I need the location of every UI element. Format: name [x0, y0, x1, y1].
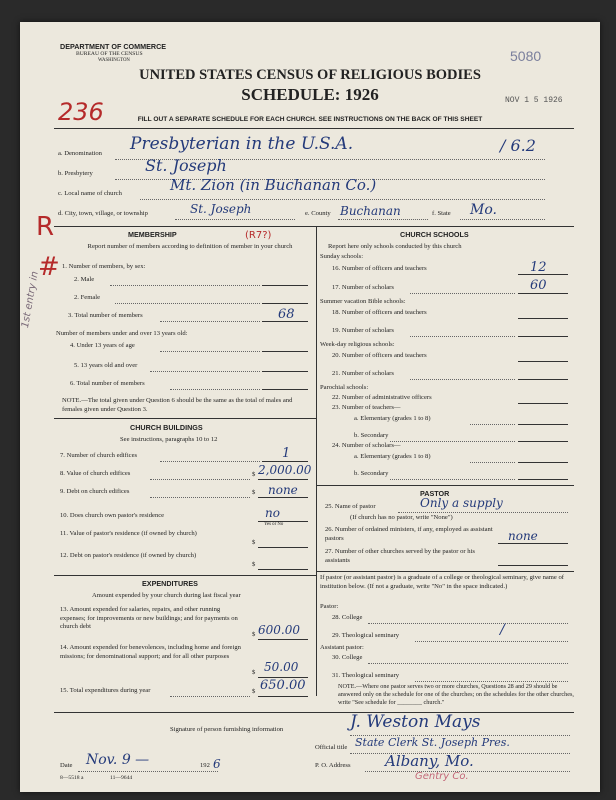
q30-label: 30. College: [332, 654, 363, 661]
margin-red-hash: #: [38, 252, 60, 282]
answer-line: [518, 441, 568, 442]
q16-value: 12: [530, 260, 547, 275]
po-extra: Gentry Co.: [415, 771, 469, 782]
presbytery-value: St. Joseph: [145, 156, 227, 175]
line: [170, 389, 260, 390]
q23b-label: b. Secondary: [354, 432, 389, 439]
denomination-code: / 6.2: [500, 136, 536, 155]
q2b-label: 2. Female: [74, 294, 101, 301]
q25-note: (If church has no pastor, write "None"): [350, 514, 453, 521]
dollar-sign: $: [252, 489, 256, 496]
church-name-label: c. Local name of church: [58, 190, 122, 197]
county-label: e. County: [305, 210, 331, 217]
denomination-label: a. Denomination: [58, 150, 102, 157]
doc-title: UNITED STATES CENSUS OF RELIGIOUS BODIES: [139, 67, 481, 83]
line: [150, 479, 250, 480]
line: [398, 512, 568, 513]
city-label: d. City, town, village, or township: [58, 210, 148, 217]
q6-label: 6. Total number of members: [70, 380, 145, 387]
schools-title: CHURCH SCHOOLS: [400, 230, 469, 239]
rule: [54, 226, 574, 227]
q10-label: 10. Does church own pastor's residence: [60, 512, 165, 519]
red-number: 236: [58, 98, 104, 126]
answer-line: [258, 696, 308, 697]
line: [338, 219, 428, 220]
line: [140, 199, 545, 200]
line: [415, 681, 568, 682]
buildings-title: CHURCH BUILDINGS: [130, 423, 203, 432]
dollar-sign: $: [252, 471, 256, 478]
graduate-note: If pastor (or assistant pastor) is a graduate of a college or theological seminary, give name of institution below. (If not a graduate, write "No" in the space indicated.): [320, 574, 565, 590]
membership-title: MEMBERSHIP: [128, 230, 177, 239]
membership-age-sub: Number of members under and over 13 years old:: [56, 330, 188, 337]
line: [115, 303, 260, 304]
date-year-digit: 6: [213, 757, 221, 771]
q15-value: 650.00: [260, 678, 306, 693]
official-title-label: Official title: [315, 744, 348, 751]
answer-line: [262, 351, 308, 352]
q26-label: 26. Number of ordained ministers, if any, employed as assistant pastors: [325, 526, 493, 542]
q27-label: 27. Number of other churches served by the pastor or his assistants: [325, 548, 475, 564]
expenditures-title: EXPENDITURES: [142, 579, 198, 588]
signature-value: J. Weston Mays: [350, 712, 481, 732]
answer-line: [518, 403, 568, 404]
pastor-note: NOTE.—Where one pastor serves two or more churches, Questions 28 and 29 should be answered only on the schedule for one of the churches; on the schedules for the other churches, write "See schedule for ________ church.": [338, 683, 574, 706]
q31-label: 31. Theological seminary: [332, 672, 400, 679]
answer-line: [518, 361, 568, 362]
q16-label: 16. Number of officers and teachers: [332, 265, 427, 272]
line: [150, 497, 250, 498]
line: [170, 696, 250, 697]
q28-label: 28. College: [332, 614, 363, 621]
q14-label: 14. Amount expended for benevolences, including home and foreign missions; for denominational support; and for all other purposes: [60, 644, 241, 660]
answer-line: [518, 379, 568, 380]
rule: [54, 418, 316, 419]
answer-line: [262, 303, 308, 304]
dollar-sign: $: [252, 688, 256, 695]
line: [368, 663, 568, 664]
signature-label: Signature of person furnishing information: [170, 726, 284, 733]
q8-value: 2,000.00: [258, 463, 312, 477]
line: [175, 219, 295, 220]
form-code-2: 11—9644: [110, 775, 133, 781]
margin-pencil-note: 1st entry in: [20, 270, 41, 329]
q7-value: 1: [282, 446, 291, 461]
doc-schedule: SCHEDULE: 1926: [241, 85, 379, 104]
rule: [316, 571, 574, 572]
membership-note-top: Report number of members according to definition of member in your church: [87, 243, 293, 250]
q15-label: 15. Total expenditures during year: [60, 687, 151, 694]
q3-label: 3. Total number of members: [68, 312, 143, 319]
dollar-sign: $: [252, 631, 256, 638]
line: [415, 641, 568, 642]
line: [160, 321, 260, 322]
membership-note: NOTE.—The total given under Question 6 should be the same as the total of males and females given under Question 3.: [62, 397, 293, 413]
parochial-label: Parochial schools:: [320, 384, 369, 391]
line: [410, 336, 515, 337]
q17-value: 60: [530, 278, 547, 293]
line: [368, 623, 568, 624]
q3-value: 68: [278, 307, 295, 322]
date-year: 192: [200, 762, 210, 769]
stamp-number: 5080: [510, 48, 542, 64]
answer-line: [262, 285, 308, 286]
q10-hint: Yes or No: [264, 522, 284, 527]
schools-sub: Report here only schools conducted by this church: [328, 243, 462, 250]
q26-value: none: [508, 529, 538, 543]
instruction-line: FILL OUT A SEPARATE SCHEDULE FOR EACH CHURCH. SEE INSTRUCTIONS ON THE BACK OF THIS SHEET: [137, 116, 483, 123]
weekday-label: Week-day religious schools:: [320, 341, 395, 348]
q25-value: Only a supply: [420, 496, 503, 510]
answer-line: [498, 543, 568, 544]
answer-line: [518, 462, 568, 463]
line: [390, 479, 515, 480]
q2-label: 2. Male: [74, 276, 95, 283]
q21-label: 21. Number of scholars: [332, 370, 394, 377]
rule: [54, 575, 316, 576]
answer-line: [498, 565, 568, 566]
bureau-name: BUREAU OF THE CENSUS: [76, 51, 143, 57]
answer-line: [262, 371, 308, 372]
rule: [316, 485, 574, 486]
q25-label: 25. Name of pastor: [325, 503, 376, 510]
assistant-sub-label: Assistant pastor:: [320, 644, 364, 651]
answer-line: [518, 318, 568, 319]
q13-label: 13. Amount expended for salaries, repairs, and other running expenses; for improvements or new buildings; and for payments on church debt: [60, 606, 238, 630]
q9-label: 9. Debt on church edifices: [60, 488, 130, 495]
line: [78, 771, 218, 772]
q13-value: 600.00: [258, 623, 300, 637]
line: [470, 424, 515, 425]
answer-line: [258, 497, 308, 498]
city-value: St. Joseph: [190, 202, 252, 216]
expenditures-sub: Amount expended by your church during last fiscal year: [92, 592, 241, 599]
sunday-label: Sunday schools:: [320, 253, 364, 260]
q24a-label: a. Elementary (grades 1 to 8): [354, 453, 431, 460]
q19-label: 19. Number of scholars: [332, 327, 394, 334]
dollar-sign: $: [252, 539, 256, 546]
answer-line: [262, 389, 308, 390]
q20-label: 20. Number of officers and teachers: [332, 352, 427, 359]
membership-red-code: (R7?): [245, 230, 272, 241]
line: [410, 379, 515, 380]
rule: [54, 712, 574, 713]
county-value: Buchanan: [340, 204, 401, 218]
stamp-date: NOV 1 5 1926: [505, 96, 563, 105]
answer-line: [518, 479, 568, 480]
q1-label: 1. Number of members, by sex:: [62, 263, 146, 270]
answer-line: [518, 293, 568, 294]
answer-line: [262, 461, 308, 462]
line: [410, 293, 515, 294]
q24b-label: b. Secondary: [354, 470, 389, 477]
answer-line: [258, 547, 308, 548]
line: [470, 462, 515, 463]
q9-value: none: [268, 483, 298, 497]
pastor-sub-label: Pastor:: [320, 603, 339, 610]
q17-label: 17. Number of scholars: [332, 284, 394, 291]
form-code: 8—5518 a: [60, 775, 84, 781]
line: [390, 441, 515, 442]
column-divider: [316, 226, 317, 696]
denomination-value: Presbyterian in the U.S.A.: [130, 134, 354, 154]
buildings-sub: See instructions, paragraphs 10 to 12: [120, 436, 218, 443]
state-value: Mo.: [470, 202, 497, 218]
po-address-value: Albany, Mo.: [385, 752, 474, 770]
rule: [54, 128, 574, 129]
q23-label: 23. Number of teachers—: [332, 404, 401, 411]
dollar-sign: $: [252, 561, 256, 568]
answer-line: [518, 336, 568, 337]
line: [160, 351, 260, 352]
q4-label: 4. Under 13 years of age: [70, 342, 135, 349]
date-label: Date: [60, 762, 73, 769]
q14-value: 50.00: [264, 660, 299, 674]
q5-label: 5. 13 years old and over: [74, 362, 138, 369]
census-schedule-document: [20, 22, 600, 792]
line: [160, 461, 260, 462]
q7-label: 7. Number of church edifices: [60, 452, 138, 459]
dept-name: DEPARTMENT OF COMMERCE: [60, 42, 167, 51]
pastor-title: PASTOR: [420, 489, 450, 498]
q10-value: no: [265, 506, 280, 520]
q12-label: 12. Debt on pastor's residence (if owned by church): [60, 552, 197, 559]
q11-label: 11. Value of pastor's residence (if owned by church): [60, 530, 197, 537]
city-name: WASHINGTON: [98, 58, 130, 63]
presbytery-label: b. Presbytery: [58, 170, 93, 177]
q29-label: 29. Theological seminary: [332, 632, 400, 639]
po-address-label: P. O. Address: [315, 762, 351, 769]
q29-mark: /: [500, 622, 505, 638]
q22-label: 22. Number of administrative officers: [332, 394, 432, 401]
answer-line: [258, 479, 308, 480]
official-title-value: State Clerk St. Joseph Pres.: [355, 736, 510, 749]
dollar-sign: $: [252, 669, 256, 676]
q18-label: 18. Number of officers and teachers: [332, 309, 427, 316]
line: [110, 285, 260, 286]
line: [460, 219, 545, 220]
summer-label: Summer vacation Bible schools:: [320, 298, 406, 305]
church-name-value: Mt. Zion (in Buchanan Co.): [170, 176, 377, 194]
line: [150, 371, 260, 372]
answer-line: [258, 639, 308, 640]
answer-line: [518, 424, 568, 425]
answer-line: [258, 569, 308, 570]
state-label: f. State: [432, 210, 451, 217]
margin-red-r: R: [36, 212, 55, 242]
q23a-label: a. Elementary (grades 1 to 8): [354, 415, 431, 422]
date-value: Nov. 9 —: [86, 752, 150, 768]
q24-label: 24. Number of scholars—: [332, 442, 401, 449]
q8-label: 8. Value of church edifices: [60, 470, 131, 477]
